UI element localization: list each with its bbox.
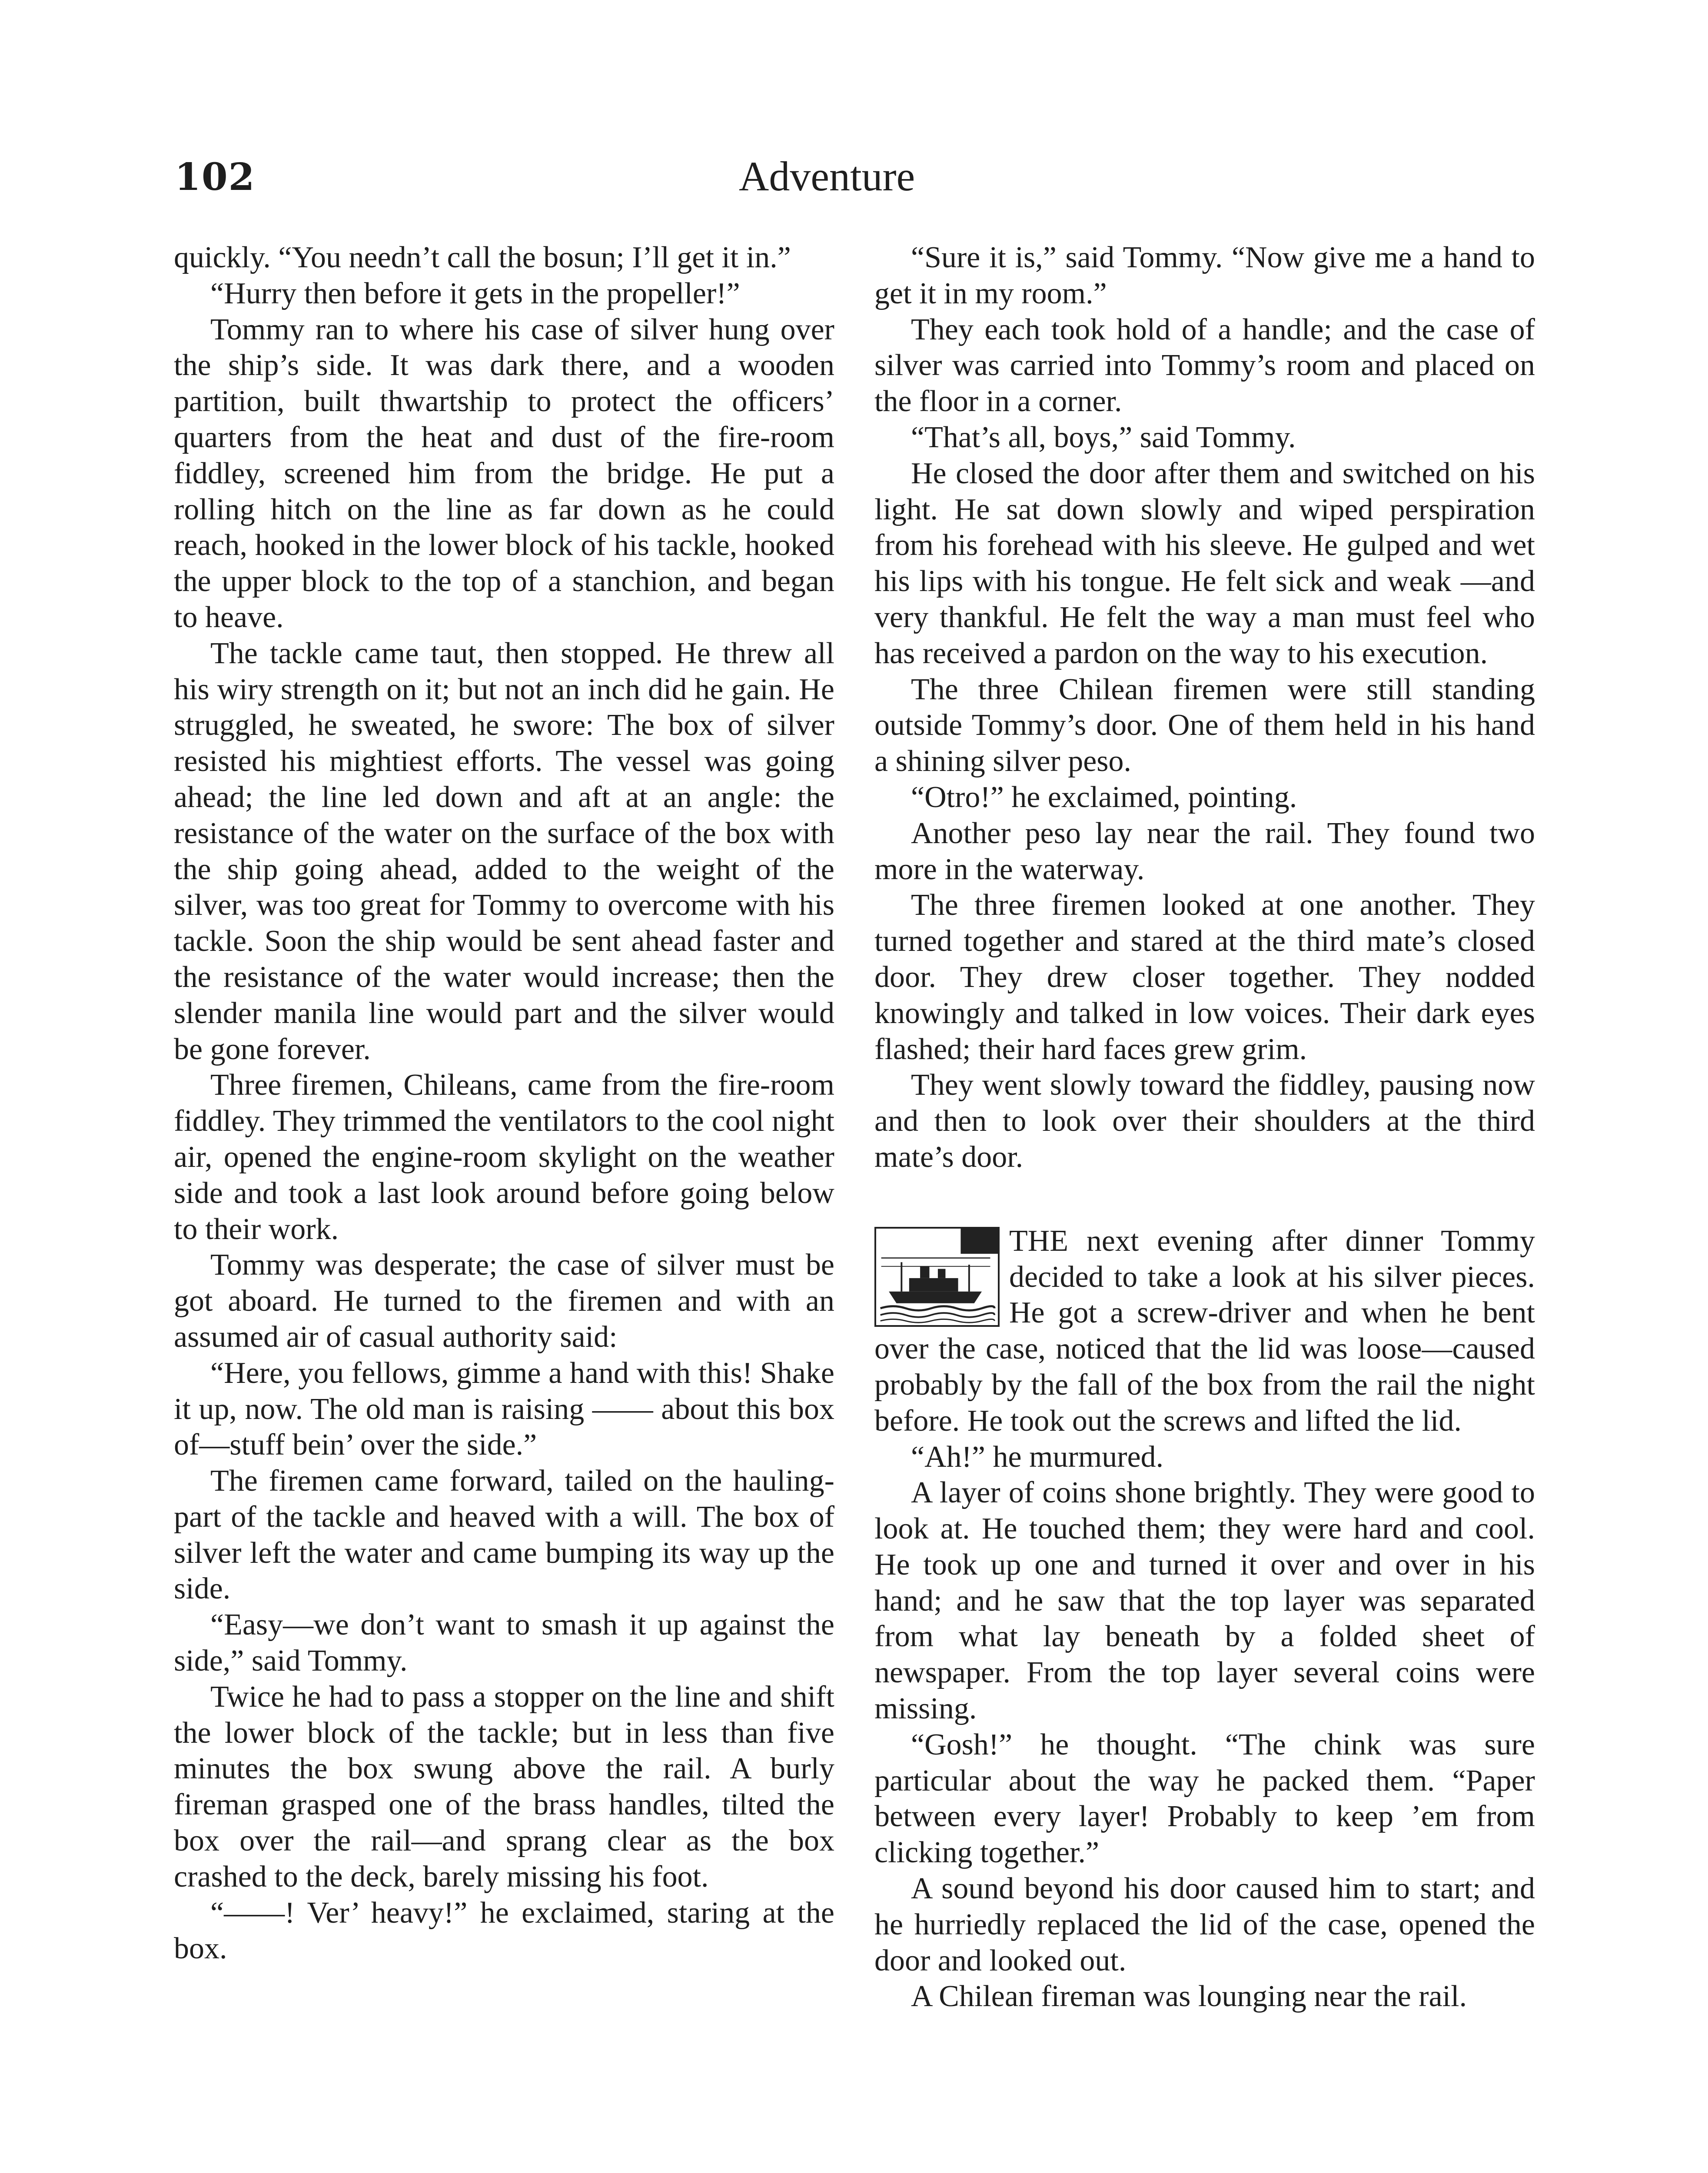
paragraph: The tackle came taut, then stopped. He threw all his wiry strength on it; but not an inch did he gain. He struggled, he sweated, he swore: The box of silver resisted his mightiest efforts. The vessel was going ahead; the line led down and aft at an angle: the resistance of the water on the surface of the box with the ship going ahead, added to the weight of the silver, was too great for Tommy to overcome with his tackle. Soon the ship would be sent ahead faster and the resistance of the water would increase; then the slender manila line would part and the silver would be gone forever. (174, 636, 834, 1066)
paragraph: Twice he had to pass a stopper on the line and shift the lower block of the tackle; but in less than five minutes the box swung above the rail. A burly fireman grasped one of the brass handles, tilted the box over the rail—and sprang clear as the box crashed to the deck, barely missing his foot. (174, 1680, 834, 1894)
paragraph: Three firemen, Chileans, came from the fire-room fiddley. They trimmed the ventilators to the cool night air, opened the engine-room skylight on the weather side and took a last look around before going below to their work. (174, 1068, 834, 1246)
paragraph: Tommy ran to where his case of silver hung over the ship’s side. It was dark there, and a wooden partition, built thwartship to protect the officers’ quarters from the heat and dust of the fire-room fiddley, screened him from the bridge. He put a rolling hitch on the line as far down as he could reach, hooked in the lower block of his tackle, hooked the upper block to the top of a stanchion, and began to heave. (174, 312, 834, 634)
paragraph: Another peso lay near the rail. They found two more in the waterway. (874, 816, 1535, 886)
paragraph: He closed the door after them and switched on his light. He sat down slowly and wiped perspiration from his forehead with his sleeve. He gulped and wet his lips with his tongue. He felt sick and weak —and very thankful. He felt the way a man must feel who has received a pardon on the way to his execution. (874, 456, 1535, 670)
paragraph: They went slowly toward the fiddley, pausing now and then to look over their shoulders at the third mate’s door. (874, 1068, 1535, 1174)
paragraph: Tommy was desperate; the case of silver must be got aboard. He turned to the firemen and with an assumed air of casual authority said: (174, 1248, 834, 1354)
paragraph: A sound beyond his door caused him to start; and he hurriedly replaced the lid of the case, opened the door and looked out. (874, 1872, 1535, 1977)
left-column (174, 240, 834, 1967)
paragraph: A layer of coins shone brightly. They were good to look at. He touched them; they were hard and cool. He took up one and turned it over and over in his hand; and he saw that the top layer was separated from what lay beneath by a folded sheet of newspaper. From the top layer several coins were missing. (874, 1476, 1535, 1726)
paragraph: quickly. “You needn’t call the bosun; I’ll get it in.” (174, 241, 791, 274)
right-column (874, 240, 1535, 2015)
paragraph: “Ah!” he murmured. (911, 1440, 1164, 1474)
paragraph: The firemen came forward, tailed on the hauling-part of the tackle and heaved with a will. The box of silver left the water and came bumping its way up the side. (174, 1464, 834, 1606)
paragraph: “Gosh!” he thought. “The chink was sure particular about the way he packed them. “Paper between every layer! Probably to keep ’em from clicking together.” (874, 1728, 1535, 1870)
page-number: 102 (175, 155, 256, 199)
paragraph: The three Chilean firemen were still standing outside Tommy’s door. One of them held in his hand a shining silver peso. (874, 672, 1535, 778)
paragraph: “Otro!” he exclaimed, pointing. (911, 780, 1297, 814)
section-opening-paragraph: THE next evening after dinner Tommy decided to take a look at his silver pieces. He got a screw-driver and when he bent over the case, noticed that the lid was loose—caused probably by the fall of the box from the rail the night before. He took out the screws and lifted the lid. (874, 1224, 1535, 1438)
paragraph: “Sure it is,” said Tommy. “Now give me a hand to get it in my room.” (874, 241, 1535, 310)
paragraph: “Hurry then before it gets in the propeller!” (210, 276, 740, 310)
paragraph: “Here, you fellows, gimme a hand with this! Shake it up, now. The old man is raising —— about this box of—stuff bein’ over the side.” (174, 1356, 834, 1462)
paragraph: They each took hold of a handle; and the case of silver was carried into Tommy’s room and placed on the floor in a corner. (874, 312, 1535, 419)
ship-illustration-icon (874, 1227, 1000, 1327)
paragraph: A Chilean fireman was lounging near the rail. (911, 1980, 1467, 2014)
paragraph: “Easy—we don’t want to smash it up against the side,” said Tommy. (174, 1608, 834, 1678)
paragraph: “——! Ver’ heavy!” he exclaimed, staring at the box. (174, 1896, 834, 1966)
section-break (874, 1223, 1535, 2015)
paragraph: The three firemen looked at one another. They turned together and stared at the third mate’s closed door. They drew closer together. They nodded knowingly and talked in low voices. Their dark eyes flashed; their hard faces grew grim. (874, 888, 1535, 1066)
running-title: Adventure (739, 153, 915, 199)
paragraph: “That’s all, boys,” said Tommy. (911, 420, 1296, 454)
